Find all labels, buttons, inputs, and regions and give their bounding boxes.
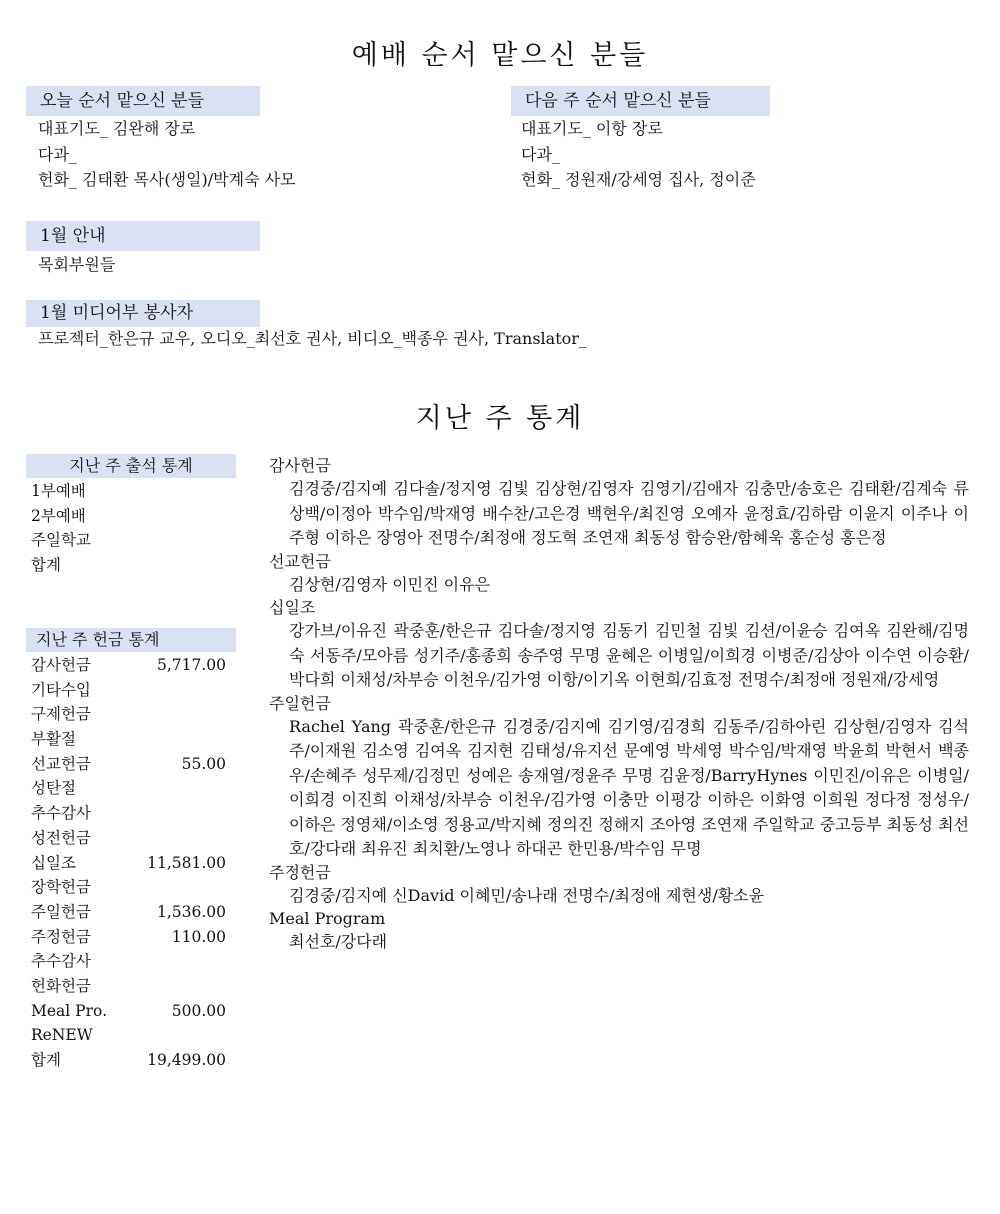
table-row — [31, 479, 226, 504]
list-item — [269, 551, 969, 598]
section-header-today: 오늘 순서 맡으신 분들 — [26, 86, 260, 116]
list-item — [269, 908, 969, 955]
row-label: 2부예배 — [31, 506, 86, 525]
row-label: 장학헌금 — [31, 878, 91, 897]
offering-category: 십일조 — [269, 598, 316, 617]
offering-stats-table — [31, 653, 226, 1073]
table-row — [31, 752, 226, 777]
section-header-next-week: 다음 주 순서 맡으신 분들 — [511, 86, 770, 116]
offering-names: Rachel Yang 곽중훈/한은규 김경중/김지예 김기영/김경희 김동주/김하아린 김상현/김영자 김석주/이재원 김소영 김여옥 김지현 김태성/유지선 문예영 박세영 박수임/박재영 박윤희 박현서 백종우/손혜주 성무제/김정민 성예은 송재열/정윤주 무명 김윤정/BarryHynes 이민진/이유은 이병일/이희경 이진희 이채성/차부승 이천우/김가영 이충만 이평강 이하은 이화영 이희원 정다정 정성우/이하은 정영채/이소영 정용교/박지혜 정의진 정해지 조아영 조연재 주일학교 중고등부 최동성 최선호/강다래 최유진 최치환/노영나 하대곤 한민용/박수임 무명 — [289, 716, 969, 858]
row-label: 추수감사 — [31, 804, 91, 823]
table-row — [31, 851, 226, 876]
table-row — [31, 1023, 226, 1048]
row-label: 기타수입 — [31, 680, 91, 699]
row-label: 선교헌금 — [31, 754, 91, 773]
section-header-attendance: 지난 주 출석 통계 — [26, 454, 236, 478]
row-label: 주정헌금 — [31, 927, 91, 946]
section-header-media: 1월 미디어부 봉사자 — [26, 300, 260, 327]
row-label: ReNEW — [31, 1026, 93, 1045]
offering-names: 최선호/강다래 — [289, 932, 388, 951]
table-row — [31, 702, 226, 727]
row-label: 성탄절 — [31, 779, 76, 798]
stats-title: 지난 주 통계 — [415, 403, 585, 434]
row-label: 부활절 — [31, 730, 76, 749]
page-title: 예배 순서 맡으신 분들 — [351, 40, 649, 71]
offering-category: 주일헌금 — [269, 693, 331, 713]
table-row — [31, 678, 226, 703]
today-flowers: 헌화_ 김태환 목사(생일)/박계숙 사모 — [38, 170, 296, 189]
row-value: 55.00 — [181, 754, 226, 773]
media-volunteers: 프로젝터_한은규 교우, 오디오_최선호 권사, 비디오_백종우 권사, Translator_ — [38, 329, 587, 348]
offering-names: 김상현/김영자 이민진 이유은 — [289, 574, 491, 594]
january-notice-text: 목회부원들 — [38, 255, 116, 274]
today-refreshments: 다과_ — [38, 145, 77, 164]
table-row — [31, 801, 226, 826]
row-label: 주일헌금 — [31, 902, 91, 921]
offering-category: Meal Program — [269, 909, 386, 928]
offering-category: 감사헌금 — [269, 456, 331, 475]
row-label: Meal Pro. — [31, 1001, 107, 1020]
row-label: 주일학교 — [31, 531, 91, 550]
row-label: 합계 — [31, 556, 61, 575]
table-row — [31, 504, 226, 529]
row-label: 성전헌금 — [31, 828, 91, 847]
table-row — [31, 653, 226, 678]
list-item — [269, 862, 969, 909]
offering-category: 주정헌금 — [269, 862, 331, 882]
table-row — [31, 900, 226, 925]
row-value: 500.00 — [171, 1001, 226, 1020]
row-label: 구제헌금 — [31, 705, 91, 724]
row-value: 5,717.00 — [156, 656, 226, 674]
row-label: 합계 — [31, 1051, 61, 1069]
next-week-prayer: 대표기도_ 이항 장로 — [521, 119, 663, 138]
offering-names: 김경중/김지예 김다솔/정지영 김빛 김상현/김영자 김영기/김애자 김충만/송호은 김태환/김계숙 류상백/이정아 박수임/박재영 배수찬/고은경 백현우/최진영 오예자 윤정효/김하람 이윤지 이주나 이주형 이하은 장영아 전명수/최정애 정도혁 조연재 최동성 함승완/함혜욱 홍순성 홍은정 — [289, 479, 969, 547]
table-row — [31, 776, 226, 801]
table-row — [31, 553, 226, 578]
offering-category: 선교헌금 — [269, 551, 331, 571]
row-value: 19,499.00 — [147, 1051, 226, 1069]
next-week-refreshments: 다과_ — [521, 145, 560, 164]
row-label: 1부예배 — [31, 482, 86, 500]
table-row — [31, 875, 226, 900]
row-value: 11,581.00 — [147, 853, 226, 872]
table-row — [31, 949, 226, 974]
section-header-january-notice: 1월 안내 — [26, 221, 260, 251]
attendance-table — [31, 479, 226, 578]
row-label: 십일조 — [31, 853, 76, 872]
offering-donor-list — [269, 455, 969, 955]
list-item — [269, 693, 969, 862]
section-header-offering-stats: 지난 주 헌금 통계 — [26, 628, 236, 652]
table-row — [31, 974, 226, 999]
offering-names: 강가브/이유진 곽중훈/한은규 김다솔/정지영 김동기 김민철 김빛 김션/이윤승 김여옥 김완해/김명숙 서동주/모아름 성기주/홍종희 송주영 무명 윤혜은 이병일/이희경 이병준/김상아 이수연 이승환/박다희 이채성/차부승 이천우/김가영 이항/이기옥 이현희/김효정 전명수/최정애 정원재/강세영 — [289, 621, 969, 689]
table-row — [31, 1048, 226, 1073]
next-week-flowers: 헌화_ 정원재/강세영 집사, 정이준 — [521, 170, 756, 189]
today-prayer: 대표기도_ 김완해 장로 — [38, 119, 196, 138]
row-label: 추수감사 — [31, 952, 91, 971]
row-value: 1,536.00 — [156, 902, 226, 921]
list-item — [269, 455, 969, 551]
offering-names: 김경중/김지예 신David 이혜민/송나래 전명수/최정애 제현생/황소윤 — [289, 885, 765, 905]
table-row — [31, 727, 226, 752]
row-value: 110.00 — [171, 927, 226, 946]
table-row — [31, 826, 226, 851]
row-label: 감사헌금 — [31, 656, 91, 674]
table-row — [31, 999, 226, 1024]
table-row — [31, 528, 226, 553]
table-row — [31, 925, 226, 950]
list-item — [269, 597, 969, 693]
row-label: 헌화헌금 — [31, 976, 91, 995]
